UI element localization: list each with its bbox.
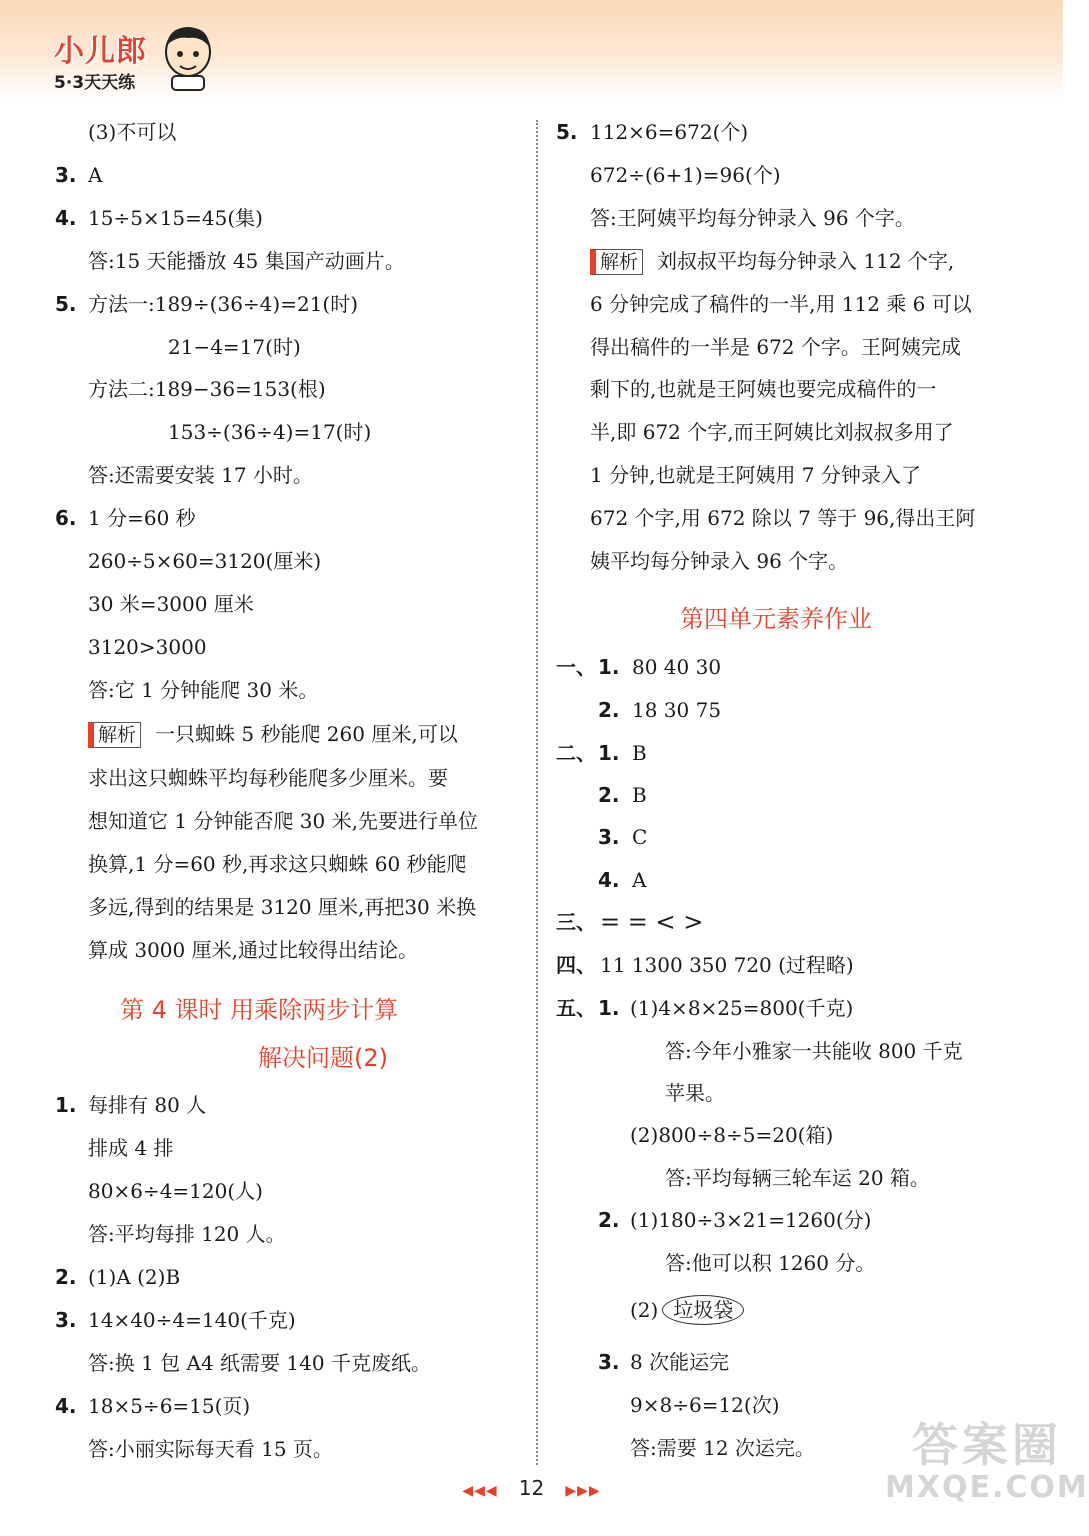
- logo-subtitle: 5·3天天练: [54, 73, 136, 93]
- watermark-line1: 答案圈: [911, 1418, 1062, 1472]
- equation: 260÷5×60=3120(厘米): [88, 549, 322, 573]
- watermark: [885, 1420, 1089, 1504]
- equation: (1)4×8×25=800(千克): [630, 996, 854, 1020]
- question-number: 2.: [598, 783, 620, 807]
- answer-text: 答:他可以积 1260 分。: [665, 1251, 876, 1275]
- analysis-line: [88, 719, 458, 749]
- equation: 14×40÷4=140(千克): [88, 1308, 296, 1332]
- equation: 80×6÷4=120(人): [88, 1179, 263, 1203]
- analysis-text: 672 个字,用 672 除以 7 等于 96,得出王阿: [590, 506, 976, 530]
- analysis-text: 一只蜘蛛 5 秒能爬 260 厘米,可以: [155, 722, 458, 746]
- answer-text: 答:15 天能播放 45 集国产动画片。: [88, 249, 405, 273]
- question-number: 3.: [55, 1308, 77, 1332]
- lesson-subtitle: 解决问题(2): [258, 1044, 388, 1072]
- equation: 18×5÷6=15(页): [88, 1394, 251, 1418]
- analysis-text: 1 分钟,也就是王阿姨用 7 分钟录入了: [590, 463, 921, 487]
- right-arrows-icon: ▶▶▶: [565, 1483, 601, 1499]
- answer-text: 答:平均每辆三轮车运 20 箱。: [665, 1166, 930, 1190]
- question-number: 4.: [55, 1394, 77, 1418]
- answer-text: 答:平均每排 120 人。: [88, 1222, 286, 1246]
- question-number: 2.: [598, 698, 620, 722]
- question-number: 1.: [598, 655, 620, 679]
- analysis-badge: 解析: [88, 722, 141, 748]
- answer-text: = = < >: [600, 908, 704, 936]
- equation: 排成 4 排: [88, 1136, 174, 1160]
- circled-answer-line: [630, 1295, 744, 1325]
- question-number: 2.: [55, 1265, 77, 1289]
- answer-text: 答:王阿姨平均每分钟录入 96 个字。: [590, 206, 915, 230]
- section-label: 四、: [556, 953, 596, 977]
- circled-answer: 垃圾袋: [662, 1295, 744, 1325]
- equation: 15÷5×15=45(集): [88, 206, 263, 230]
- kid-mascot-icon: [158, 22, 218, 92]
- left-line: (3)不可以: [88, 120, 177, 144]
- answer-text: 答:今年小雅家一共能收 800 千克: [665, 1039, 963, 1063]
- analysis-text: 换算,1 分=60 秒,再求这只蜘蛛 60 秒能爬: [88, 852, 467, 876]
- section-label: 三、: [556, 910, 596, 934]
- answer-text: 答:换 1 包 A4 纸需要 140 千克废纸。: [88, 1351, 431, 1375]
- analysis-text: 算成 3000 厘米,通过比较得出结论。: [88, 938, 418, 962]
- analysis-badge: 解析: [590, 249, 643, 275]
- question-number: 5.: [556, 120, 578, 144]
- analysis-text: 求出这只蜘蛛平均每秒能爬多少厘米。要: [88, 766, 448, 790]
- question-number: 3.: [598, 825, 620, 849]
- equation: 112×6=672(个): [590, 120, 749, 144]
- equation: (2)800÷8÷5=20(箱): [630, 1123, 834, 1147]
- equation: (1)180÷3×21=1260(分): [630, 1208, 872, 1232]
- question-number: 2.: [598, 1208, 620, 1232]
- analysis-text: 姨平均每分钟录入 96 个字。: [590, 549, 849, 573]
- lesson-title: 第 4 课时 用乘除两步计算: [120, 996, 399, 1024]
- logo: [50, 22, 220, 97]
- answer-text: B: [632, 741, 647, 765]
- question-number: 3.: [55, 163, 77, 187]
- analysis-line: [590, 246, 954, 276]
- equation: 3120>3000: [88, 635, 207, 659]
- equation: 9×8÷6=12(次): [630, 1393, 780, 1417]
- equation: 1 分=60 秒: [88, 506, 196, 530]
- answer-text: (1)A (2)B: [88, 1265, 181, 1289]
- analysis-text: 得出稿件的一半是 672 个字。王阿姨完成: [590, 335, 961, 359]
- page-number: 12: [518, 1476, 545, 1500]
- analysis-text: 想知道它 1 分钟能否爬 30 米,先要进行单位: [88, 809, 478, 833]
- answer-text: 80 40 30: [632, 655, 722, 679]
- equation: 方法一:189÷(36÷4)=21(时): [88, 292, 359, 316]
- column-divider: [536, 120, 538, 1465]
- question-number: 4.: [598, 868, 620, 892]
- analysis-text: 刘叔叔平均每分钟录入 112 个字,: [657, 249, 955, 273]
- answer-text: 8 次能运完: [630, 1350, 730, 1374]
- answer-text: B: [632, 783, 647, 807]
- question-number: 5.: [55, 292, 77, 316]
- watermark-line2: MXQE.COM: [885, 1469, 1089, 1505]
- answer-text: A: [632, 868, 647, 892]
- equation: 672÷(6+1)=96(个): [590, 163, 781, 187]
- answer-text: 答:需要 12 次运完。: [630, 1436, 815, 1460]
- equation: 21−4=17(时): [168, 335, 301, 359]
- question-number: 1.: [55, 1093, 77, 1117]
- answer-text: C: [632, 825, 648, 849]
- analysis-text: 多远,得到的结果是 3120 厘米,再把30 米换: [88, 895, 477, 919]
- answer-text: 苹果。: [665, 1081, 725, 1105]
- logo-title: 小儿郎: [54, 34, 147, 69]
- section-label: 二、: [556, 741, 596, 765]
- analysis-text: 半,即 672 个字,而王阿姨比刘叔叔多用了: [590, 420, 954, 444]
- analysis-text: 6 分钟完成了稿件的一半,用 112 乘 6 可以: [590, 292, 972, 316]
- question-number: 6.: [55, 506, 77, 530]
- question-number: 3.: [598, 1350, 620, 1374]
- equation: 30 米=3000 厘米: [88, 592, 254, 616]
- section-label: 一、: [556, 655, 596, 679]
- unit-title: 第四单元素养作业: [680, 605, 872, 633]
- question-number: 1.: [598, 996, 620, 1020]
- left-arrows-icon: ◀◀◀: [462, 1483, 498, 1499]
- answer-text: 11 1300 350 720 (过程略): [600, 953, 854, 977]
- equation: 153÷(36÷4)=17(时): [168, 420, 372, 444]
- question-number: 4.: [55, 206, 77, 230]
- question-number: 1.: [598, 741, 620, 765]
- equation: 每排有 80 人: [88, 1093, 207, 1117]
- section-label: 五、: [556, 996, 596, 1020]
- answer-text: 答:小丽实际每天看 15 页。: [88, 1437, 333, 1461]
- equation: 方法二:189−36=153(根): [88, 377, 326, 401]
- answer-text: A: [88, 163, 103, 187]
- answer-text: 答:还需要安装 17 小时。: [88, 463, 313, 487]
- analysis-text: 剩下的,也就是王阿姨也要完成稿件的一: [590, 377, 937, 401]
- answer-prefix: (2): [630, 1298, 659, 1322]
- answer-text: 答:它 1 分钟能爬 30 米。: [88, 678, 319, 702]
- answer-text: 18 30 75: [632, 698, 722, 722]
